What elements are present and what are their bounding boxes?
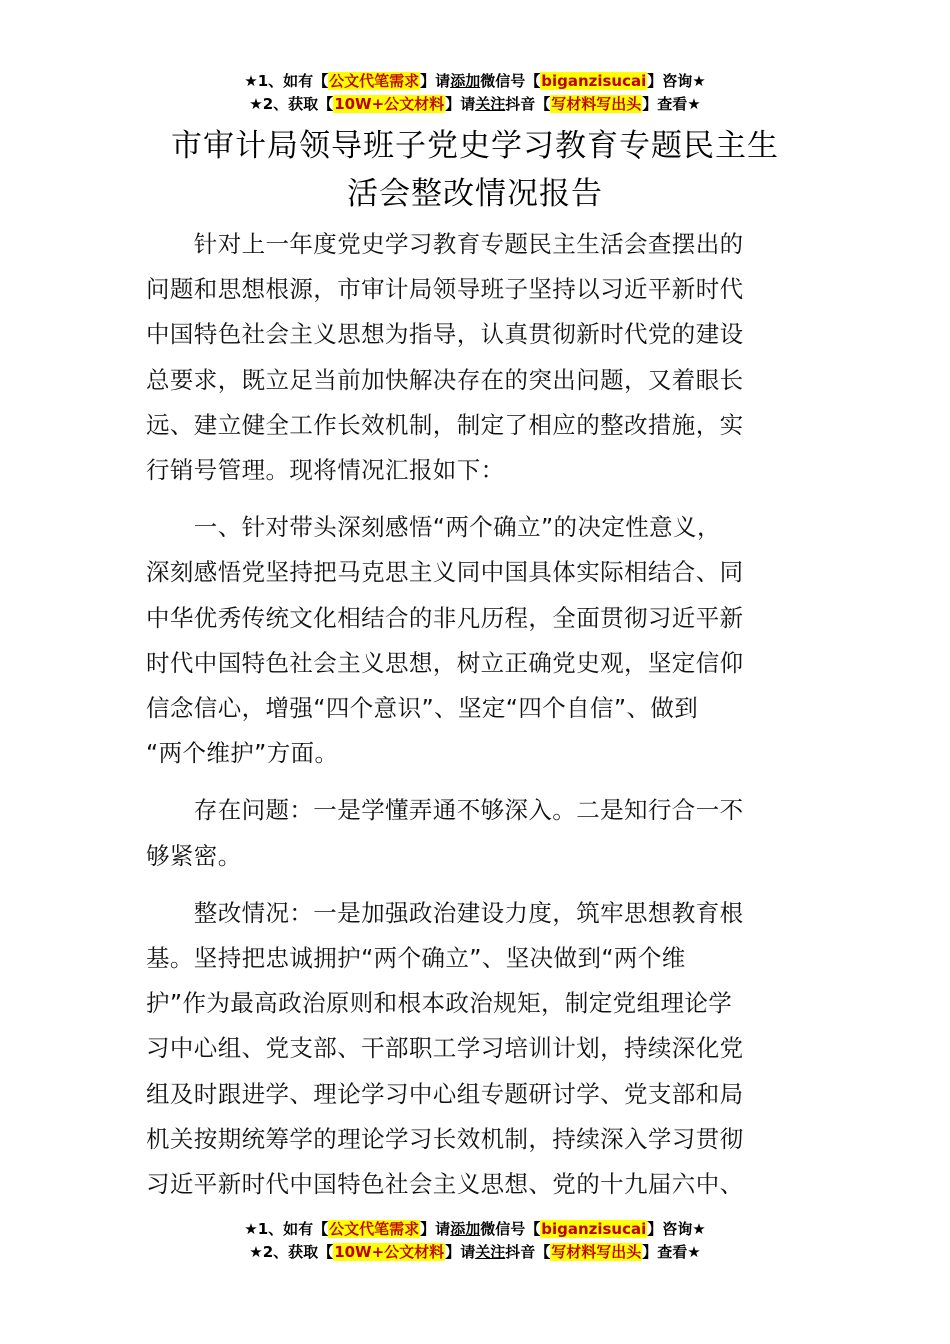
document-title bbox=[120, 122, 830, 218]
text-line: 中华优秀传统文化相结合的非凡历程，全面贯彻习近平新 bbox=[146, 603, 744, 632]
text-line: 护”作为最高政治原则和根本政治规矩，制定党组理论学 bbox=[146, 989, 733, 1018]
text-line: 整改情况：一是加强政治建设力度，筑牢思想教育根 bbox=[146, 898, 744, 927]
paragraph bbox=[146, 788, 806, 878]
text-line: 问题和思想根源，市审计局领导班子坚持以习近平新时代 bbox=[146, 275, 744, 304]
promo-text: 】查看★ bbox=[642, 95, 701, 113]
text-line: 针对上一年度党史学习教育专题民主生活会查摆出的 bbox=[146, 230, 744, 258]
promo-text: 】请 bbox=[445, 1243, 476, 1261]
text-line: 习中心组、党支部、干部职工学习培训计划，持续深化党 bbox=[146, 1034, 744, 1063]
paragraph bbox=[146, 505, 806, 776]
promo-text: ★1、如有【 bbox=[244, 1220, 329, 1238]
promo-text: 抖音【 bbox=[505, 1243, 551, 1261]
promo-underline: 关注 bbox=[475, 95, 506, 113]
promo-line-2 bbox=[0, 93, 950, 116]
promo-underline: 添加 bbox=[450, 1220, 481, 1238]
text-line: “两个维护”方面。 bbox=[146, 739, 339, 768]
promo-line-1 bbox=[0, 70, 950, 93]
promo-text: 】咨询★ bbox=[647, 72, 706, 90]
promo-text: 】咨询★ bbox=[647, 1220, 706, 1238]
paragraph bbox=[146, 222, 806, 493]
text-line: 基。坚持把忠诚拥护“两个确立”、坚决做到“两个维 bbox=[146, 944, 686, 973]
promo-line-2 bbox=[0, 1241, 950, 1264]
text-line: 够紧密。 bbox=[146, 841, 242, 870]
promo-text: ★2、获取【 bbox=[249, 1243, 334, 1261]
promo-underline: 关注 bbox=[475, 1243, 506, 1261]
paragraph bbox=[146, 891, 806, 1207]
promo-banner-top bbox=[0, 70, 950, 116]
text-line: 时代中国特色社会主义思想，树立正确党史观，坚定信仰 bbox=[146, 648, 744, 677]
text-line: 习近平新时代中国特色社会主义思想、党的十九届六中、 bbox=[146, 1170, 744, 1199]
text-line: 行销号管理。现将情况汇报如下： bbox=[146, 456, 505, 485]
promo-text: 抖音【 bbox=[505, 95, 551, 113]
document-body bbox=[146, 222, 806, 1219]
title-line: 活会整改情况报告 bbox=[347, 176, 603, 212]
promo-underline: 添加 bbox=[450, 72, 481, 90]
promo-text: ★2、获取【 bbox=[249, 95, 334, 113]
text-line: 组及时跟进学、理论学习中心组专题研讨学、党支部和局 bbox=[146, 1079, 744, 1108]
promo-text: 】请 bbox=[420, 1220, 451, 1238]
promo-highlight: biganzisucai bbox=[541, 1220, 647, 1238]
promo-highlight: biganzisucai bbox=[541, 72, 647, 90]
text-line: 信念信心，增强“四个意识”、坚定“四个自信”、做到 bbox=[146, 694, 699, 723]
promo-highlight: 公文代笔需求 bbox=[329, 1220, 420, 1238]
text-line: 机关按期统筹学的理论学习长效机制，持续深入学习贯彻 bbox=[146, 1124, 744, 1153]
promo-banner-bottom bbox=[0, 1218, 950, 1264]
text-line: 深刻感悟党坚持把马克思主义同中国具体实际相结合、同 bbox=[146, 558, 744, 587]
text-line: 中国特色社会主义思想为指导，认真贯彻新时代党的建设 bbox=[146, 320, 744, 349]
promo-text: 微信号【 bbox=[480, 1220, 541, 1238]
text-line: 总要求，既立足当前加快解决存在的突出问题，又着眼长 bbox=[146, 365, 744, 394]
text-line: 远、建立健全工作长效机制，制定了相应的整改措施，实 bbox=[146, 410, 744, 439]
promo-highlight: 公文代笔需求 bbox=[329, 72, 420, 90]
promo-text: 】请 bbox=[445, 95, 476, 113]
promo-highlight: 10W+公文材料 bbox=[334, 1243, 445, 1261]
promo-text: 】请 bbox=[420, 72, 451, 90]
promo-highlight: 写材料写出头 bbox=[551, 1243, 642, 1261]
promo-highlight: 写材料写出头 bbox=[551, 95, 642, 113]
promo-text: 】查看★ bbox=[642, 1243, 701, 1261]
text-line: 存在问题：一是学懂弄通不够深入。二是知行合一不 bbox=[146, 796, 744, 825]
text-line: 一、针对带头深刻感悟“两个确立”的决定性意义， bbox=[146, 513, 721, 542]
promo-line-1 bbox=[0, 1218, 950, 1241]
promo-text: 微信号【 bbox=[480, 72, 541, 90]
title-line: 市审计局领导班子党史学习教育专题民主生 bbox=[171, 128, 779, 164]
promo-highlight: 10W+公文材料 bbox=[334, 95, 445, 113]
promo-text: ★1、如有【 bbox=[244, 72, 329, 90]
